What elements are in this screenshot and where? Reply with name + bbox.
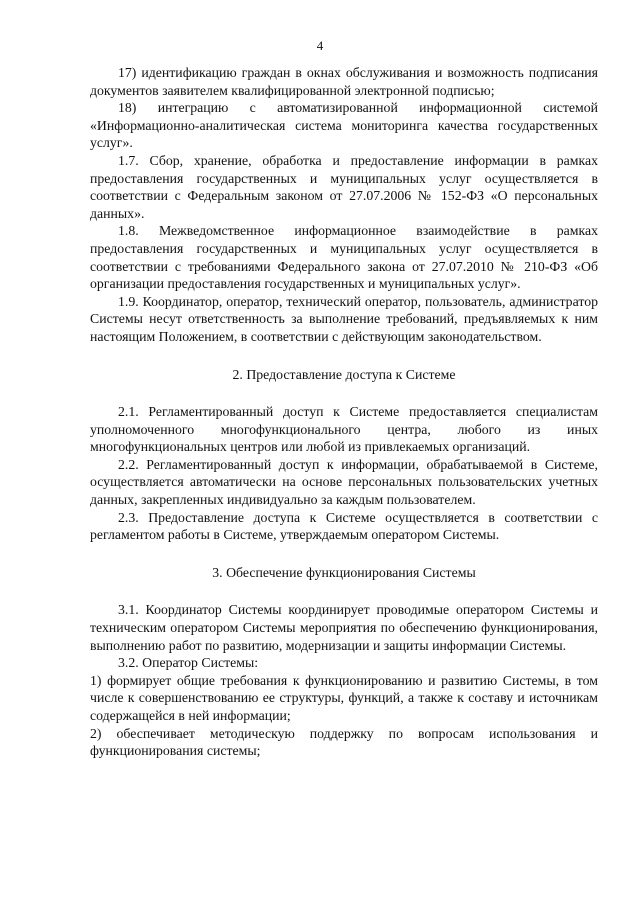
paragraph-3-2: 3.2. Оператор Системы: [118, 655, 259, 671]
paragraph-item-17: 17) идентификацию граждан в окнах обслуживания и возможность подписания документов заявителем квалифицированной электронной подписью; [90, 65, 598, 98]
list-item-2: 2) обеспечивает методическую поддержку по вопросам использования и функционирования системы; [90, 725, 598, 759]
paragraph-3-1: 3.1. Координатор Системы координирует проводимые оператором Системы и техническим оператором Системы мероприятия по обеспечению функционирования, выполнению работ по развитию, модернизации и защиты информации Системы. [90, 602, 598, 653]
paragraph-2-3: 2.3. Предоставление доступа к Системе осуществляется в соответствии с регламентом работы в Системе, утверждаемым оператором Системы. [90, 509, 598, 543]
paragraph-1-9: 1.9. Координатор, оператор, технический оператор, пользователь, администратор Системы несут ответственность за выполнение требований, предъявляемых к ним настоящим Положением, в соответствии с действующим законодательством. [90, 293, 598, 344]
paragraph-2-2: 2.2. Регламентированный доступ к информации, обрабатываемой в Системе, осуществляется автоматически на основе персональных пользовательских учетных данных, закрепленных индивидуально за каждым пользователем. [90, 456, 598, 508]
list-item-1: 1) формирует общие требования к функционированию и развитию Системы, в том числе к совершенствованию ее структуры, функций, а также к составу и источникам содержащейся в ней информации; [90, 672, 598, 723]
paragraph-1-8: 1.8. Межведомственное информационное взаимодействие в рамках предоставления государственных и муниципальных услуг осуществляется в соответствии с требованиями Федерального закона от 27.07.2010 № 210-ФЗ «Об организации предоставления государственных и муниципальных услуг». [90, 223, 598, 292]
paragraph-item-18: 18) интеграцию с автоматизированной информационной системой «Информационно-аналитическая система мониторинга качества государственных услуг». [90, 100, 598, 151]
spacer [90, 581, 598, 601]
paragraph-1-7: 1.7. Сбор, хранение, обработка и предоставление информации в рамках предоставления государственных и муниципальных услуг осуществляется в соответствии с Федеральным законом от 27.07.2006 № 152-ФЗ «О персональных данных». [90, 152, 598, 221]
page-number: 4 [316, 38, 324, 53]
paragraph-2-1: 2.1. Регламентированный доступ к Системе предоставляется специалистам уполномоченного многофункционального центра, любого из иных многофункциональных центров или любой из привлекаемых организаций. [90, 404, 598, 455]
section-3-heading: 3. Обеспечение функционирования Системы [212, 564, 476, 580]
spacer [90, 544, 598, 564]
section-2-heading: 2. Предоставление доступа к Системе [232, 366, 456, 382]
spacer [90, 346, 598, 366]
document-body [90, 64, 598, 760]
spacer [90, 383, 598, 403]
